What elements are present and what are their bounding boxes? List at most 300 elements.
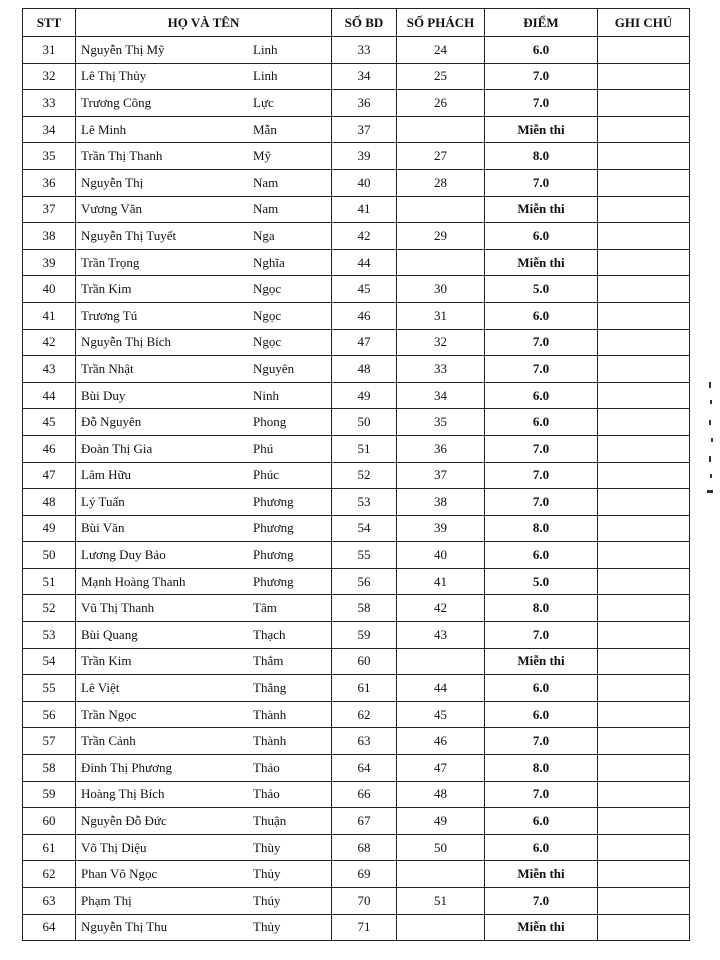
- cell-ho: Đoàn Thị Gia: [81, 440, 153, 456]
- cell-ho: Phan Võ Ngọc: [81, 866, 158, 882]
- cell-so-phach: 38: [397, 489, 485, 516]
- cell-ho-ten: [76, 914, 332, 941]
- cell-diem: 8.0: [485, 515, 598, 542]
- cell-stt: 53: [23, 622, 76, 649]
- cell-so-phach: 40: [397, 542, 485, 569]
- cell-so-bd: 61: [332, 675, 397, 702]
- cell-so-phach: [397, 861, 485, 888]
- cell-diem: 7.0: [485, 435, 598, 462]
- cell-so-phach: 39: [397, 515, 485, 542]
- cell-ho-ten: [76, 595, 332, 622]
- cell-ten: Thạch: [253, 626, 286, 642]
- cell-ten: Thành: [253, 706, 287, 722]
- cell-ho: Trần Kim: [81, 653, 132, 669]
- cell-ho-ten: [76, 90, 332, 117]
- cell-ghi-chu: [598, 409, 690, 436]
- cell-ho-ten: [76, 701, 332, 728]
- cell-ho: Lê Việt: [81, 680, 120, 696]
- cell-so-bd: 42: [332, 223, 397, 250]
- cell-so-phach: 46: [397, 728, 485, 755]
- cell-so-phach: 24: [397, 37, 485, 64]
- cell-ho: Trần Trọng: [81, 254, 140, 270]
- cell-ten: Thành: [253, 733, 287, 749]
- cell-diem: 6.0: [485, 223, 598, 250]
- cell-ghi-chu: [598, 808, 690, 835]
- cell-so-phach: 41: [397, 568, 485, 595]
- cell-so-phach: 42: [397, 595, 485, 622]
- cell-ghi-chu: [598, 728, 690, 755]
- cell-stt: 61: [23, 834, 76, 861]
- cell-so-phach: 51: [397, 888, 485, 915]
- cell-diem: 8.0: [485, 595, 598, 622]
- cell-ho: Nguyễn Thị Thu: [81, 919, 168, 935]
- cell-ten: Phong: [253, 414, 287, 430]
- cell-stt: 52: [23, 595, 76, 622]
- cell-so-bd: 59: [332, 622, 397, 649]
- cell-so-phach: 26: [397, 90, 485, 117]
- cell-diem: 6.0: [485, 37, 598, 64]
- cell-ten: Nam: [253, 201, 279, 217]
- cell-stt: 63: [23, 888, 76, 915]
- cell-stt: 45: [23, 409, 76, 436]
- cell-ho-ten: [76, 116, 332, 143]
- table-row: [23, 515, 690, 542]
- cell-ten: Thảo: [253, 786, 280, 802]
- cell-ho: Võ Thị Diệu: [81, 839, 147, 855]
- cell-ho-ten: [76, 435, 332, 462]
- cell-ghi-chu: [598, 302, 690, 329]
- cell-so-bd: 71: [332, 914, 397, 941]
- cell-ghi-chu: [598, 675, 690, 702]
- cell-ho-ten: [76, 568, 332, 595]
- cell-ten: Nguyên: [253, 360, 295, 376]
- cell-ho: Phạm Thị: [81, 892, 132, 908]
- cell-ho: Nguyễn Thị: [81, 174, 144, 190]
- cell-ho: Đỗ Nguyên: [81, 414, 142, 430]
- cell-ho-ten: [76, 808, 332, 835]
- cell-ten: Phương: [253, 573, 294, 589]
- table-row: [23, 276, 690, 303]
- cell-diem: 7.0: [485, 622, 598, 649]
- table-row: [23, 63, 690, 90]
- cell-ghi-chu: [598, 595, 690, 622]
- cell-diem: 8.0: [485, 143, 598, 170]
- cell-stt: 64: [23, 914, 76, 941]
- table-row: [23, 329, 690, 356]
- cell-ho-ten: [76, 675, 332, 702]
- cell-ghi-chu: [598, 914, 690, 941]
- table-row: [23, 409, 690, 436]
- cell-diem: 7.0: [485, 169, 598, 196]
- cell-ho-ten: [76, 409, 332, 436]
- cell-ho: Nguyễn Đỗ Đức: [81, 813, 167, 829]
- table-row: [23, 728, 690, 755]
- cell-ho: Lý Tuấn: [81, 493, 125, 509]
- cell-so-bd: 55: [332, 542, 397, 569]
- cell-ho-ten: [76, 861, 332, 888]
- table-row: [23, 675, 690, 702]
- cell-stt: 37: [23, 196, 76, 223]
- table-row: [23, 834, 690, 861]
- cell-so-bd: 48: [332, 356, 397, 383]
- table-row: [23, 90, 690, 117]
- cell-so-phach: 33: [397, 356, 485, 383]
- cell-diem: 6.0: [485, 834, 598, 861]
- cell-ghi-chu: [598, 356, 690, 383]
- cell-so-bd: 46: [332, 302, 397, 329]
- cell-stt: 55: [23, 675, 76, 702]
- cell-ho-ten: [76, 169, 332, 196]
- cell-ho: Trương Tú: [81, 307, 138, 323]
- cell-ten: Ngọc: [253, 334, 282, 350]
- cell-so-bd: 45: [332, 276, 397, 303]
- cell-stt: 60: [23, 808, 76, 835]
- cell-ho-ten: [76, 622, 332, 649]
- cell-ho: Trần Thị Thanh: [81, 148, 163, 164]
- table-row: [23, 755, 690, 782]
- cell-stt: 47: [23, 462, 76, 489]
- cell-ho: Bùi Văn: [81, 520, 125, 536]
- cell-so-bd: 56: [332, 568, 397, 595]
- cell-diem: 7.0: [485, 329, 598, 356]
- cell-stt: 39: [23, 249, 76, 276]
- cell-ten: Thắng: [253, 680, 287, 696]
- cell-so-phach: 34: [397, 382, 485, 409]
- cell-so-bd: 50: [332, 409, 397, 436]
- cell-so-bd: 51: [332, 435, 397, 462]
- cell-so-phach: [397, 914, 485, 941]
- cell-stt: 56: [23, 701, 76, 728]
- cell-ho-ten: [76, 542, 332, 569]
- cell-stt: 57: [23, 728, 76, 755]
- cell-diem: 6.0: [485, 808, 598, 835]
- cell-diem: Miễn thi: [485, 648, 598, 675]
- table-row: [23, 143, 690, 170]
- cell-diem: 8.0: [485, 755, 598, 782]
- cell-so-bd: 33: [332, 37, 397, 64]
- cell-so-phach: [397, 249, 485, 276]
- cell-ten: Lực: [253, 94, 274, 110]
- table-row: [23, 622, 690, 649]
- cell-ghi-chu: [598, 542, 690, 569]
- cell-so-bd: 54: [332, 515, 397, 542]
- cell-stt: 50: [23, 542, 76, 569]
- table-row: [23, 462, 690, 489]
- table-row: [23, 435, 690, 462]
- cell-ten: Thủy: [253, 866, 281, 882]
- cell-stt: 44: [23, 382, 76, 409]
- table-row: [23, 781, 690, 808]
- cell-ten: Linh: [253, 41, 278, 57]
- cell-ghi-chu: [598, 622, 690, 649]
- cell-ten: Thùy: [253, 839, 281, 855]
- cell-ghi-chu: [598, 781, 690, 808]
- cell-so-phach: 43: [397, 622, 485, 649]
- cell-ho: Trần Cảnh: [81, 733, 136, 749]
- cell-ten: Ngọc: [253, 281, 282, 297]
- cell-so-bd: 40: [332, 169, 397, 196]
- cell-ho: Trần Ngọc: [81, 706, 137, 722]
- cell-so-phach: 36: [397, 435, 485, 462]
- header-row: [23, 9, 690, 37]
- table-row: [23, 37, 690, 64]
- cell-ten: Thúy: [253, 892, 281, 908]
- margin-scribble: [704, 382, 718, 502]
- cell-ho-ten: [76, 37, 332, 64]
- cell-ho: Vũ Thị Thanh: [81, 600, 155, 616]
- cell-stt: 41: [23, 302, 76, 329]
- cell-ho-ten: [76, 834, 332, 861]
- cell-ten: Nga: [253, 227, 275, 243]
- cell-so-phach: 35: [397, 409, 485, 436]
- table-row: [23, 888, 690, 915]
- cell-ghi-chu: [598, 568, 690, 595]
- cell-stt: 43: [23, 356, 76, 383]
- cell-ten: Thảo: [253, 759, 280, 775]
- cell-ho: Lâm Hữu: [81, 467, 132, 483]
- cell-ho: Trương Công: [81, 94, 152, 110]
- cell-ten: Mỹ: [253, 148, 272, 164]
- header-stt: STT: [23, 9, 76, 37]
- cell-ho-ten: [76, 489, 332, 516]
- cell-ho-ten: [76, 888, 332, 915]
- cell-ghi-chu: [598, 169, 690, 196]
- cell-so-bd: 39: [332, 143, 397, 170]
- cell-so-phach: 27: [397, 143, 485, 170]
- cell-ten: Phương: [253, 520, 294, 536]
- cell-diem: 7.0: [485, 489, 598, 516]
- header-ghi-chu: GHI CHÚ: [598, 9, 690, 37]
- header-ho-ten: HỌ VÀ TÊN: [76, 9, 332, 37]
- header-so-bd: SỐ BD: [332, 9, 397, 37]
- cell-ho-ten: [76, 755, 332, 782]
- cell-so-phach: 29: [397, 223, 485, 250]
- cell-diem: 7.0: [485, 90, 598, 117]
- cell-ho: Hoàng Thị Bích: [81, 786, 165, 802]
- cell-ten: Tâm: [253, 600, 277, 616]
- score-table: [22, 8, 690, 941]
- cell-so-bd: 34: [332, 63, 397, 90]
- cell-diem: 5.0: [485, 276, 598, 303]
- cell-ten: Nam: [253, 174, 279, 190]
- cell-ho-ten: [76, 356, 332, 383]
- cell-diem: 7.0: [485, 63, 598, 90]
- cell-stt: 49: [23, 515, 76, 542]
- cell-diem: 7.0: [485, 888, 598, 915]
- cell-so-phach: [397, 648, 485, 675]
- table-row: [23, 169, 690, 196]
- cell-so-phach: 47: [397, 755, 485, 782]
- cell-ghi-chu: [598, 143, 690, 170]
- cell-ho-ten: [76, 276, 332, 303]
- cell-ghi-chu: [598, 489, 690, 516]
- cell-ho-ten: [76, 781, 332, 808]
- cell-so-bd: 60: [332, 648, 397, 675]
- cell-stt: 42: [23, 329, 76, 356]
- cell-so-bd: 68: [332, 834, 397, 861]
- cell-ho-ten: [76, 143, 332, 170]
- table-row: [23, 249, 690, 276]
- cell-so-bd: 69: [332, 861, 397, 888]
- cell-stt: 32: [23, 63, 76, 90]
- cell-ten: Phú: [253, 440, 274, 456]
- cell-ho-ten: [76, 249, 332, 276]
- cell-diem: Miễn thi: [485, 116, 598, 143]
- cell-so-bd: 52: [332, 462, 397, 489]
- cell-ghi-chu: [598, 888, 690, 915]
- cell-ho: Nguyễn Thị Bích: [81, 334, 172, 350]
- cell-ho: Lê Minh: [81, 121, 127, 137]
- cell-so-phach: 32: [397, 329, 485, 356]
- cell-so-phach: [397, 196, 485, 223]
- cell-diem: 6.0: [485, 701, 598, 728]
- cell-ten: Nghĩa: [253, 254, 285, 270]
- table-row: [23, 489, 690, 516]
- cell-ho-ten: [76, 329, 332, 356]
- cell-diem: Miễn thi: [485, 861, 598, 888]
- table-row: [23, 701, 690, 728]
- cell-ghi-chu: [598, 648, 690, 675]
- cell-stt: 40: [23, 276, 76, 303]
- cell-ho: Vương Văn: [81, 201, 142, 217]
- cell-so-phach: 28: [397, 169, 485, 196]
- cell-diem: 7.0: [485, 356, 598, 383]
- cell-ghi-chu: [598, 755, 690, 782]
- cell-ghi-chu: [598, 462, 690, 489]
- cell-diem: 6.0: [485, 302, 598, 329]
- table-row: [23, 302, 690, 329]
- cell-stt: 48: [23, 489, 76, 516]
- table-body: [23, 37, 690, 941]
- cell-ten: Phương: [253, 493, 294, 509]
- table-row: [23, 116, 690, 143]
- cell-ho: Bùi Quang: [81, 626, 138, 642]
- cell-so-phach: 49: [397, 808, 485, 835]
- cell-ghi-chu: [598, 515, 690, 542]
- cell-ho-ten: [76, 302, 332, 329]
- cell-ghi-chu: [598, 329, 690, 356]
- cell-so-phach: 31: [397, 302, 485, 329]
- cell-stt: 54: [23, 648, 76, 675]
- table-row: [23, 223, 690, 250]
- cell-so-phach: 37: [397, 462, 485, 489]
- cell-ten: Ngọc: [253, 307, 282, 323]
- cell-ghi-chu: [598, 834, 690, 861]
- cell-so-bd: 62: [332, 701, 397, 728]
- cell-stt: 59: [23, 781, 76, 808]
- cell-ho: Trần Nhật: [81, 360, 134, 376]
- cell-stt: 31: [23, 37, 76, 64]
- cell-ten: Mẫn: [253, 121, 277, 137]
- table-row: [23, 382, 690, 409]
- cell-ghi-chu: [598, 382, 690, 409]
- cell-so-bd: 58: [332, 595, 397, 622]
- cell-so-bd: 36: [332, 90, 397, 117]
- cell-stt: 51: [23, 568, 76, 595]
- cell-diem: Miễn thi: [485, 196, 598, 223]
- cell-diem: 6.0: [485, 409, 598, 436]
- cell-so-phach: 45: [397, 701, 485, 728]
- cell-stt: 38: [23, 223, 76, 250]
- cell-diem: 6.0: [485, 675, 598, 702]
- cell-ten: Linh: [253, 68, 278, 84]
- cell-ten: Thuận: [253, 813, 287, 829]
- table-row: [23, 648, 690, 675]
- cell-so-phach: 50: [397, 834, 485, 861]
- cell-stt: 36: [23, 169, 76, 196]
- table-row: [23, 808, 690, 835]
- cell-stt: 35: [23, 143, 76, 170]
- cell-ho-ten: [76, 648, 332, 675]
- cell-so-phach: 30: [397, 276, 485, 303]
- table-row: [23, 568, 690, 595]
- cell-diem: 7.0: [485, 728, 598, 755]
- cell-stt: 62: [23, 861, 76, 888]
- cell-so-bd: 41: [332, 196, 397, 223]
- cell-ho-ten: [76, 728, 332, 755]
- cell-ho-ten: [76, 515, 332, 542]
- cell-so-phach: 48: [397, 781, 485, 808]
- cell-so-bd: 64: [332, 755, 397, 782]
- cell-so-bd: 66: [332, 781, 397, 808]
- cell-so-bd: 49: [332, 382, 397, 409]
- cell-so-bd: 70: [332, 888, 397, 915]
- cell-so-bd: 47: [332, 329, 397, 356]
- cell-ten: Thủy: [253, 919, 281, 935]
- cell-ho-ten: [76, 196, 332, 223]
- cell-ten: Ninh: [253, 387, 279, 403]
- cell-stt: 46: [23, 435, 76, 462]
- cell-ho: Mạnh Hoàng Thanh: [81, 573, 186, 589]
- cell-ho: Bùi Duy: [81, 387, 126, 403]
- cell-ho: Đinh Thị Phương: [81, 759, 172, 775]
- cell-ghi-chu: [598, 37, 690, 64]
- cell-so-bd: 63: [332, 728, 397, 755]
- cell-diem: 6.0: [485, 382, 598, 409]
- cell-so-bd: 67: [332, 808, 397, 835]
- cell-ghi-chu: [598, 90, 690, 117]
- table-row: [23, 356, 690, 383]
- cell-diem: Miễn thi: [485, 914, 598, 941]
- header-diem: ĐIỂM: [485, 9, 598, 37]
- cell-ten: Phúc: [253, 467, 279, 483]
- cell-ho: Nguyễn Thị Mỹ: [81, 41, 165, 57]
- cell-ho: Trần Kim: [81, 281, 132, 297]
- cell-so-bd: 37: [332, 116, 397, 143]
- cell-ho-ten: [76, 382, 332, 409]
- cell-so-bd: 53: [332, 489, 397, 516]
- cell-ghi-chu: [598, 196, 690, 223]
- table-row: [23, 196, 690, 223]
- score-sheet: [22, 8, 690, 941]
- table-row: [23, 914, 690, 941]
- table-row: [23, 595, 690, 622]
- cell-ho-ten: [76, 63, 332, 90]
- cell-so-phach: [397, 116, 485, 143]
- cell-ho: Lương Duy Bảo: [81, 547, 166, 563]
- cell-ten: Thắm: [253, 653, 284, 669]
- cell-ten: Phương: [253, 547, 294, 563]
- cell-ghi-chu: [598, 861, 690, 888]
- cell-so-phach: 44: [397, 675, 485, 702]
- cell-so-bd: 44: [332, 249, 397, 276]
- cell-diem: 6.0: [485, 542, 598, 569]
- cell-so-phach: 25: [397, 63, 485, 90]
- cell-ho-ten: [76, 462, 332, 489]
- cell-ghi-chu: [598, 63, 690, 90]
- cell-ho-ten: [76, 223, 332, 250]
- cell-stt: 34: [23, 116, 76, 143]
